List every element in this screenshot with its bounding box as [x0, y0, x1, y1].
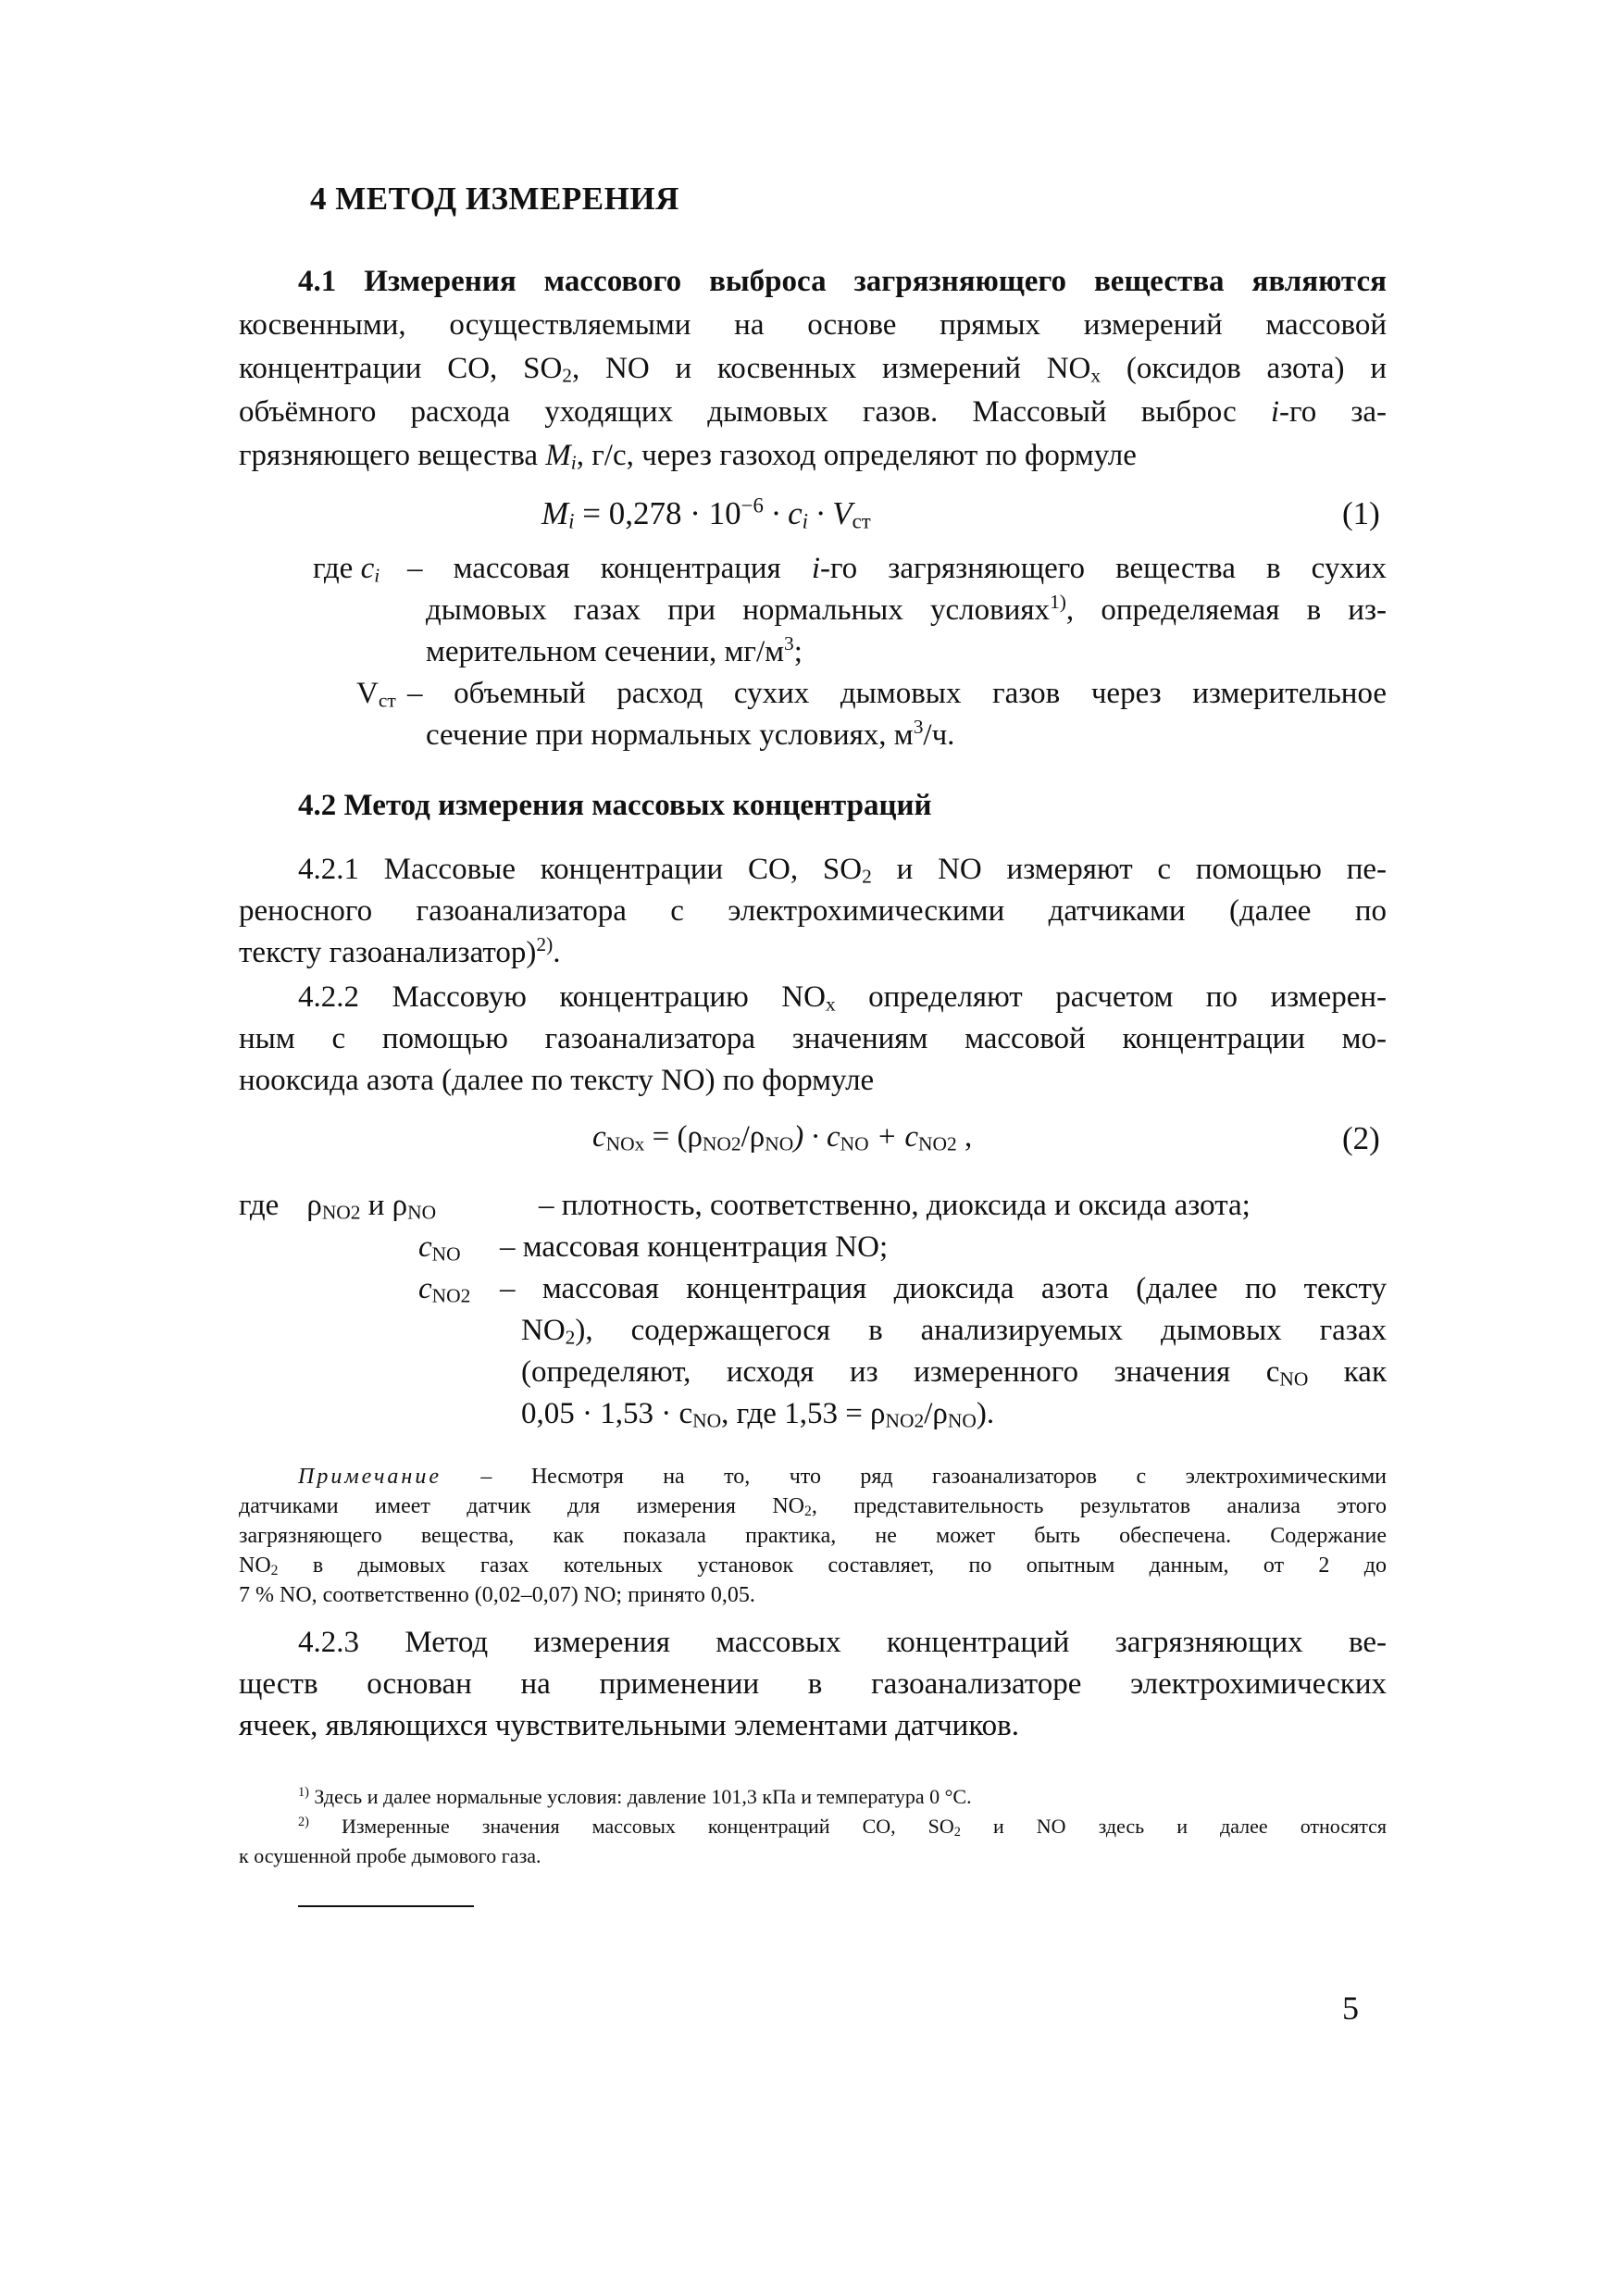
def2-cno-symbol: $c_{NO}$	[418, 1230, 461, 1266]
def2-cno2-line1: – массовая концентрация диоксида азота (далее по тексту	[500, 1272, 1387, 1305]
note-line3: загрязняющего вещества, как показала практика, не может быть обеспечена. Содержание	[239, 1524, 1387, 1548]
note-label: Примечание	[298, 1465, 442, 1489]
note-line4: $NO_2$ в дымовых газах котельных установок составляет, по опытным данным, от 2 до	[239, 1554, 1387, 1579]
p41-line1	[298, 261, 1387, 303]
p423-line3: ячеек, являющихся чувствительными элементами датчиков.	[239, 1709, 1020, 1742]
footnote-2-line2: к осушенной пробе дымового газа.	[239, 1844, 541, 1867]
def1-vst-symbol: $V_{ст}$	[356, 677, 396, 712]
p41-line5: грязняющего вещества $M_i$, г/с, через газоход определяют по формуле	[239, 439, 1137, 474]
p422-line1: 4.2.2 Массовую концентрацию $NO_x$ определяют расчетом по измерен-	[298, 980, 1388, 1016]
def2-cno2-line4: $0,05 \cdot 1,53 \cdot c_{NO}$, где $1,53 = \rho_{NO2}/\rho_{NO}$).	[521, 1397, 995, 1432]
p421-line3: тексту газоанализатор)$^{2)}$.	[239, 933, 561, 969]
footnote-1: $^{1)}$ Здесь и далее нормальные условия: давление 101,3 кПа и температура 0 °С.	[298, 1785, 972, 1808]
note-line5: 7 % NO, соответственно (0,02–0,07) NO; принято 0,05.	[239, 1583, 755, 1607]
p421-line2: реносного газоанализатора с электрохимическими датчиками (далее по	[239, 894, 1387, 928]
def2-cno-text: – массовая концентрация NO;	[500, 1230, 889, 1264]
p41-line1-text: Измерения массового выброса загрязняющего вещества являются	[364, 265, 1387, 298]
def2-where-rho: где $\rho_{NO2}$ и $\rho_{NO}$	[239, 1189, 437, 1224]
p422-line2: ным с помощью газоанализатора значениям массовой концентрации мо-	[239, 1022, 1387, 1055]
footnote-2-line1: $^{2)}$ Измеренные значения массовых концентраций СО, $SO_2$ и NO здесь и далее относятся	[298, 1815, 1387, 1840]
def2-cno2-line2: $NO_2$), содержащегося в анализируемых дымовых газах	[521, 1314, 1387, 1349]
p421-line1: 4.2.1 Массовые концентрации СО, $SO_2$ и NO измеряют с помощью пе-	[298, 853, 1387, 888]
formula-1: $M_i = 0,278 \cdot 10^{-6} \cdot c_i \cdot V_{ст}$	[541, 493, 871, 533]
def2-cno2-symbol: $c_{NO2}$	[418, 1272, 471, 1307]
formula-2-number: (2)	[1342, 1120, 1380, 1156]
p41-line4: объёмного расхода уходящих дымовых газов. Массовый выброс i-го за-	[239, 395, 1387, 429]
formula-1-number: (1)	[1342, 495, 1380, 531]
def1-ci-line3: мерительном сечении, $мг/м^3$;	[426, 632, 803, 668]
note-line1: Примечание – Несмотря на то, что ряд газоанализаторов с электрохимическими	[298, 1465, 1387, 1489]
p41-line2: косвенными, осуществляемыми на основе прямых измерений массовой	[239, 308, 1387, 342]
def2-rho-text: – плотность, соответственно, диоксида и оксида азота;	[539, 1189, 1251, 1222]
footnote-separator	[298, 1905, 474, 1907]
def1-ci-line1: – массовая концентрация i-го загрязняющего вещества в сухих	[407, 552, 1387, 585]
p41-line3: концентрации СО, $SO_2$, NO и косвенных измерений $NO_x$ (оксидов азота) и	[239, 352, 1387, 387]
p423-line1: 4.2.3 Метод измерения массовых концентраций загрязняющих ве-	[298, 1626, 1387, 1659]
p41-number: 4.1	[298, 265, 337, 298]
def1-vst-line1: – объемный расход сухих дымовых газов через измерительное	[407, 677, 1387, 710]
formula-2: $c_{NOx} = (\rho_{NO2}/\rho_{NO}) \cdot c_{NO} + c_{NO2}$ ,	[592, 1120, 973, 1155]
def1-vst-line2: сечение при нормальных условиях, $м^3/ч$.	[426, 716, 955, 752]
section-title: 4 МЕТОД ИЗМЕРЕНИЯ	[310, 181, 679, 217]
def2-cno2-line3: (определяют, исходя из измеренного значения $c_{NO}$ как	[521, 1355, 1387, 1391]
note-line2: датчиками имеет датчик для измерения $NO_2$, представительность результатов анализа этого	[239, 1494, 1387, 1520]
def1-ci-line2: дымовых газах при нормальных условиях$^{1)}$, определяемая в из-	[426, 591, 1387, 627]
def1-where-ci: где $c_i$	[313, 552, 380, 587]
subsection-4-2-title: 4.2 Метод измерения массовых концентраций	[298, 789, 932, 822]
p423-line2: ществ основан на применении в газоанализаторе электрохимических	[239, 1667, 1387, 1701]
p422-line3: нооксида азота (далее по тексту NO) по формуле	[239, 1064, 875, 1097]
page-number: 5	[1342, 1990, 1359, 2027]
